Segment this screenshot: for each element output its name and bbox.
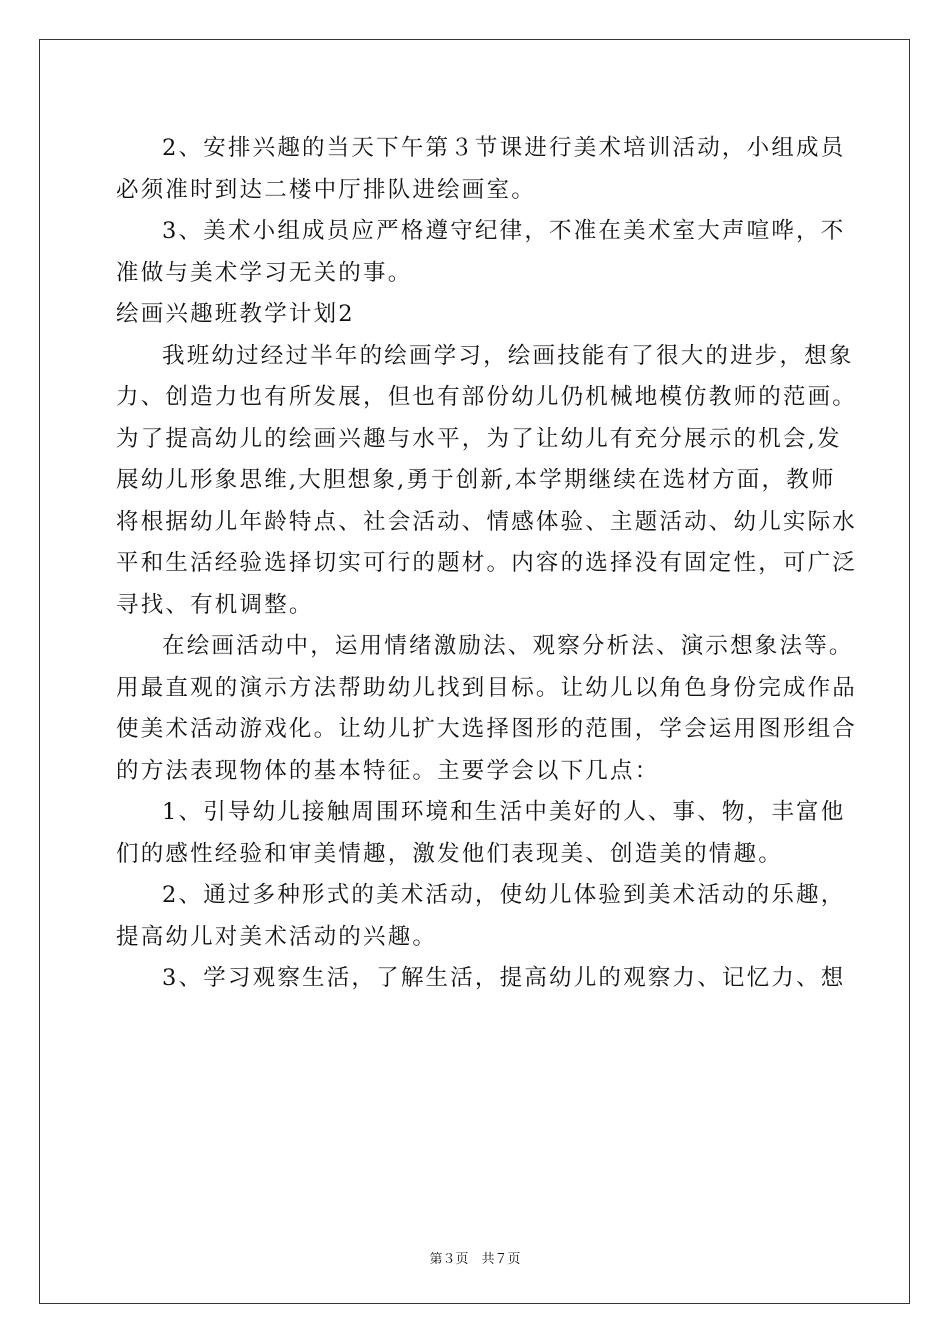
paragraph-line: 准做与美术学习无关的事。 [116, 259, 413, 286]
paragraph-line: 力、创造力也有所发展，但也有部份幼儿仍机械地模仿教师的范画。 [116, 384, 858, 410]
paragraph-line: 寻找、有机调整。 [116, 591, 314, 618]
paragraph-line: 2、通过多种形式的美术活动，使幼儿体验到美术活动的乐趣， [162, 882, 846, 908]
page-number-footer: 第３页 共７页 [429, 1252, 521, 1267]
paragraph-line: 在绘画活动中，运用情绪激励法、观察分析法、演示想象法等。 [162, 633, 854, 659]
paragraph-line: 必须准时到达二楼中厅排队进绘画室。 [116, 176, 536, 203]
paragraph-line: 提高幼儿对美术活动的兴趣。 [116, 923, 438, 950]
paragraph-line: 用最直观的演示方法帮助幼儿找到目标。让幼儿以角色身份完成作品 [116, 674, 858, 701]
section-heading: 绘画兴趣班教学计划2 [116, 301, 355, 327]
paragraph-line: 3、美术小组成员应严格遵守纪律，不准在美术室大声喧哗，不 [162, 218, 846, 244]
paragraph-line: 我班幼过经过半年的绘画学习，绘画技能有了很大的进步，想象 [162, 342, 854, 369]
paragraph-line: 们的感性经验和审美情趣，激发他们表现美、创造美的情趣。 [116, 840, 783, 867]
document-body [116, 128, 858, 1000]
paragraph-line: 为了提高幼儿的绘画兴趣与水平，为了让幼儿有充分展示的机会,发 [116, 425, 842, 452]
paragraph-line: 的方法表现物体的基本特征。主要学会以下几点： [116, 757, 660, 784]
paragraph-line: 展幼儿形象思维,大胆想象,勇于创新,本学期继续在选材方面，教师 [116, 467, 836, 493]
paragraph-line: 使美术活动游戏化。让幼儿扩大选择图形的范围，学会运用图形组合 [116, 716, 858, 742]
paragraph-line: 平和生活经验选择切实可行的题材。内容的选择没有固定性，可广泛 [116, 550, 858, 576]
paragraph-line: 1、引导幼儿接触周围环境和生活中美好的人、事、物，丰富他 [162, 799, 846, 825]
paragraph-line: 3、学习观察生活，了解生活，提高幼儿的观察力、记忆力、想 [162, 965, 846, 991]
paragraph-line: 将根据幼儿年龄特点、社会活动、情感体验、主题活动、幼儿实际水 [116, 508, 858, 535]
paragraph-line: 2、安排兴趣的当天下午第３节课进行美术培训活动，小组成员 [162, 135, 846, 161]
